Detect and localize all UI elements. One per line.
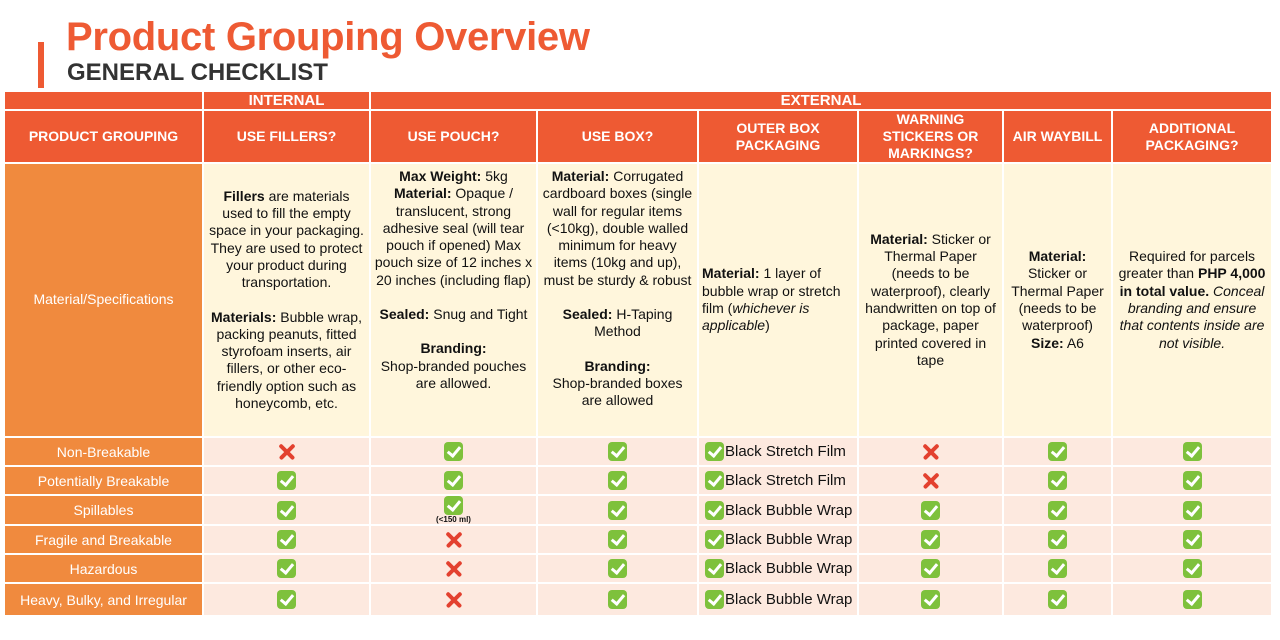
check-icon <box>608 442 627 461</box>
check-icon <box>444 471 463 490</box>
check-icon <box>1048 590 1067 609</box>
row-label: Hazardous <box>4 554 203 583</box>
box-sealed: Sealed: H-Taping Method <box>562 306 673 340</box>
table-row <box>4 525 1272 554</box>
cell-pouch <box>370 554 537 583</box>
cell-waybill <box>1003 495 1112 525</box>
grouping-rows <box>4 437 1272 616</box>
cell-additional <box>1112 583 1272 616</box>
cell-box <box>537 554 698 583</box>
cell-additional <box>1112 495 1272 525</box>
cell-warning <box>858 554 1003 583</box>
cell-waybill <box>1003 466 1112 495</box>
cross-icon <box>921 471 940 490</box>
cell-fillers <box>203 554 370 583</box>
cell-box <box>537 466 698 495</box>
check-icon <box>608 590 627 609</box>
check-icon <box>277 471 296 490</box>
spec-pouch <box>370 163 537 437</box>
check-icon <box>608 530 627 549</box>
check-icon <box>1183 501 1202 520</box>
col-outer-box: OUTER BOX PACKAGING <box>698 110 858 163</box>
cell-warning <box>858 525 1003 554</box>
col-use-fillers: USE FILLERS? <box>203 110 370 163</box>
check-icon <box>705 442 724 461</box>
cell-warning <box>858 466 1003 495</box>
cell-outer <box>698 466 858 495</box>
check-icon <box>921 590 940 609</box>
check-icon <box>1048 442 1067 461</box>
outer-box-value: Black Stretch Film <box>725 472 846 489</box>
row-label: Non-Breakable <box>4 437 203 466</box>
cell-pouch <box>370 583 537 616</box>
col-additional-packaging: ADDITIONAL PACKAGING? <box>1112 110 1272 163</box>
cell-pouch <box>370 495 537 525</box>
check-icon <box>1048 501 1067 520</box>
check-icon <box>277 559 296 578</box>
check-icon <box>1183 471 1202 490</box>
spec-fillers <box>203 163 370 437</box>
cross-icon <box>444 590 463 609</box>
cross-icon <box>921 442 940 461</box>
pouch-material: Material: Opaque / translucent, strong adhesive seal (will tear pouch if opened) Max pouch size of 12 inches x 20 inches (including flap) <box>374 185 533 288</box>
check-icon <box>1183 590 1202 609</box>
column-header-row <box>4 110 1272 163</box>
pouch-sealed: Sealed: Snug and Tight <box>379 306 528 323</box>
waybill-material-label: Material: <box>1028 248 1087 265</box>
check-icon <box>1048 530 1067 549</box>
cross-icon <box>444 530 463 549</box>
col-use-box: USE BOX? <box>537 110 698 163</box>
box-branding: Shop-branded boxes are allowed <box>552 374 683 409</box>
title-accent-bar <box>38 42 44 88</box>
spec-waybill <box>1003 163 1112 437</box>
check-icon <box>921 559 940 578</box>
spec-additional: Required for parcels greater than PHP 4,000 in total value. Conceal branding and ensure that contents inside are not visible. <box>1112 163 1272 437</box>
section-header-row <box>4 91 1272 110</box>
cross-icon <box>277 442 296 461</box>
check-icon <box>444 496 463 515</box>
cell-outer <box>698 583 858 616</box>
section-blank <box>4 91 203 110</box>
fillers-definition: Fillers are materials used to fill the empty space in your packaging. They are used to protect your product during transportation. <box>209 187 364 291</box>
row-label: Heavy, Bulky, and Irregular <box>4 583 203 616</box>
pouch-note: (<150 ml) <box>436 515 471 524</box>
fillers-materials: Materials: Bubble wrap, packing peanuts, fitted styrofoam inserts, air fillers, or other eco-friendly option such as honeycomb, etc. <box>211 308 362 411</box>
cell-outer <box>698 525 858 554</box>
cell-pouch <box>370 437 537 466</box>
waybill-size: Size: A6 <box>1031 334 1084 351</box>
cell-outer <box>698 554 858 583</box>
cell-waybill <box>1003 437 1112 466</box>
cell-warning <box>858 495 1003 525</box>
box-branding-label: Branding: <box>584 357 651 374</box>
cross-icon <box>444 559 463 578</box>
cell-box <box>537 495 698 525</box>
check-icon <box>1048 471 1067 490</box>
pouch-branding-label: Branding: <box>420 340 487 357</box>
cell-waybill <box>1003 554 1112 583</box>
cell-waybill <box>1003 583 1112 616</box>
cell-fillers <box>203 525 370 554</box>
cell-pouch <box>370 466 537 495</box>
check-icon <box>608 471 627 490</box>
spec-row-label: Material/Specifications <box>4 163 203 437</box>
spec-warning: Material: Sticker or Thermal Paper (needs to be waterproof), clearly handwritten on top of package, paper printed covered in tape <box>858 163 1003 437</box>
cell-additional <box>1112 525 1272 554</box>
section-external: EXTERNAL <box>370 91 1272 110</box>
check-icon <box>1183 559 1202 578</box>
box-material: Material: Corrugated cardboard boxes (single wall for regular items (<10kg), double walled minimum for heavy items (10kg and up), must be sturdy & robust <box>542 168 693 288</box>
check-icon <box>608 501 627 520</box>
cell-box <box>537 437 698 466</box>
spec-box <box>537 163 698 437</box>
pouch-weight: Max Weight: 5kg <box>399 168 508 184</box>
check-icon <box>1048 559 1067 578</box>
table-row <box>4 466 1272 495</box>
waybill-material: Sticker or Thermal Paper (needs to be waterproof) <box>1011 265 1104 334</box>
check-icon <box>705 471 724 490</box>
spec-outer-box: Material: 1 layer of bubble wrap or stretch film (whichever is applicable) <box>698 163 858 437</box>
row-label: Spillables <box>4 495 203 525</box>
pouch-branding: Shop-branded pouches are allowed. <box>380 357 527 391</box>
cell-fillers <box>203 583 370 616</box>
check-icon <box>705 530 724 549</box>
cell-additional <box>1112 554 1272 583</box>
section-internal: INTERNAL <box>203 91 370 110</box>
cell-box <box>537 583 698 616</box>
outer-box-value: Black Bubble Wrap <box>725 501 853 519</box>
cell-warning <box>858 437 1003 466</box>
cell-pouch <box>370 525 537 554</box>
checklist-table <box>3 90 1273 617</box>
col-warning-stickers: WARNING STICKERS OR MARKINGS? <box>858 110 1003 163</box>
table-row <box>4 495 1272 525</box>
check-icon <box>705 590 724 609</box>
check-icon <box>705 559 724 578</box>
cell-fillers <box>203 466 370 495</box>
cell-additional <box>1112 437 1272 466</box>
outer-box-value: Black Stretch Film <box>725 443 846 460</box>
cell-fillers <box>203 437 370 466</box>
cell-outer <box>698 495 858 525</box>
check-icon <box>1183 442 1202 461</box>
check-icon <box>444 442 463 461</box>
check-icon <box>608 559 627 578</box>
cell-box <box>537 525 698 554</box>
row-label: Potentially Breakable <box>4 466 203 495</box>
table-row <box>4 437 1272 466</box>
outer-box-value: Black Bubble Wrap <box>725 591 853 608</box>
check-icon <box>705 501 724 520</box>
col-use-pouch: USE POUCH? <box>370 110 537 163</box>
outer-box-value: Black Bubble Wrap <box>725 531 853 548</box>
specifications-row <box>4 163 1272 437</box>
cell-additional <box>1112 466 1272 495</box>
table-row <box>4 583 1272 616</box>
check-icon <box>277 590 296 609</box>
row-label: Fragile and Breakable <box>4 525 203 554</box>
cell-outer <box>698 437 858 466</box>
outer-box-value: Black Bubble Wrap <box>725 560 853 577</box>
check-icon <box>277 501 296 520</box>
check-icon <box>1183 530 1202 549</box>
cell-waybill <box>1003 525 1112 554</box>
check-icon <box>921 530 940 549</box>
check-icon <box>921 501 940 520</box>
col-air-waybill: AIR WAYBILL <box>1003 110 1112 163</box>
cell-fillers <box>203 495 370 525</box>
table-row <box>4 554 1272 583</box>
check-icon <box>277 530 296 549</box>
col-product-grouping: PRODUCT GROUPING <box>4 110 203 163</box>
page-title: Product Grouping Overview <box>66 15 590 59</box>
page-subtitle: GENERAL CHECKLIST <box>67 59 328 86</box>
cell-warning <box>858 583 1003 616</box>
